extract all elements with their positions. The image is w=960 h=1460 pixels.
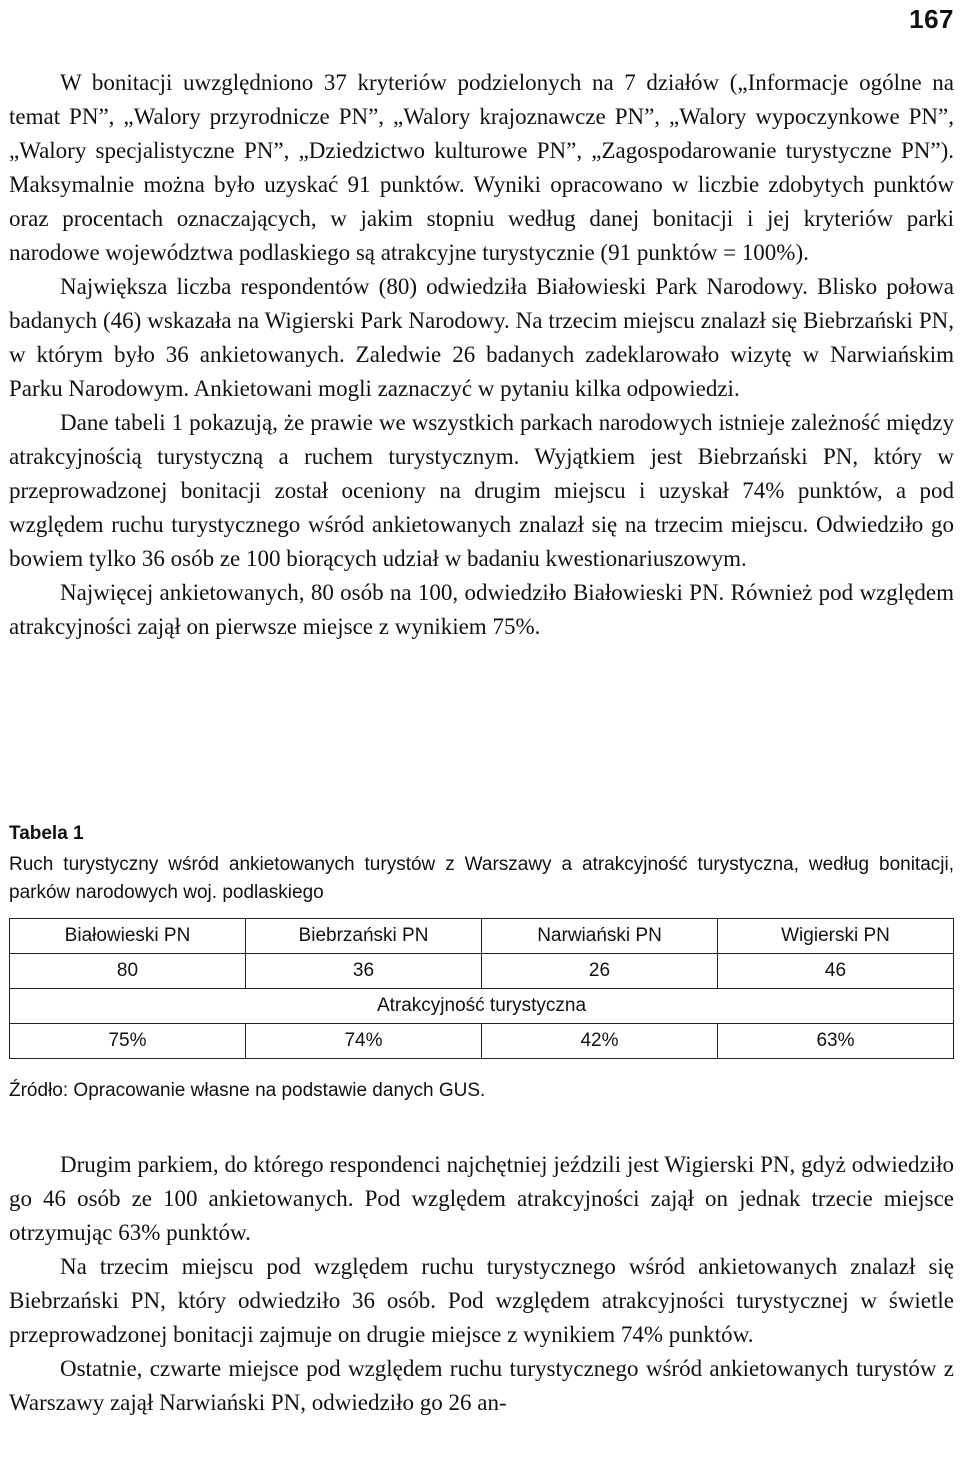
table-cell: 74% [246, 1024, 482, 1059]
table-header-cell: Biebrzański PN [246, 919, 482, 954]
table-cell: 46 [718, 954, 954, 989]
table-row-visitors [10, 954, 954, 989]
page-number: 167 [909, 4, 954, 34]
table-cell: 36 [246, 954, 482, 989]
body-text-top [9, 66, 954, 644]
paragraph-bialowieski: Najwięcej ankietowanych, 80 osób na 100, odwiedziło Białowieski PN. Również pod względem atrakcyjności zajął on pierwsze miejsce z wynikiem 75%. [9, 580, 954, 639]
body-text-bottom [9, 1148, 954, 1420]
paragraph-bonitation-criteria: W bonitacji uwzględniono 37 kryteriów podzielonych na 7 działów („Informacje ogólne na temat PN”, „Walory przyrodnicze PN”, „Walory krajoznawcze PN”, „Walory wypoczynkowe PN”, „Walory specjalistyczne PN”, „Dziedzictwo kulturowe PN”, „Zagospodarowanie turystyczne PN”). Maksymalnie można było uzyskać 91 punktów. Wyniki opracowano w liczbie zdobytych punktów oraz procentach oznaczających, w jakim stopniu według danej bonitacji i jej kryteriów parki narodowe województwa podlaskiego są atrakcyjne turystycznie (91 punktów = 100%). [9, 70, 954, 265]
paragraph-respondent-visits: Największa liczba respondentów (80) odwiedziła Białowieski Park Narodowy. Blisko połowa badanych (46) wskazała na Wigierski Park Narodowy. Na trzecim miejscu znalazł się Biebrzański PN, w którym było 36 ankietowanych. Zaledwie 26 badanych zadeklarowało wizytę w Narwiańskim Parku Narodowym. Ankietowani mogli zaznaczyć w pytaniu kilka odpowiedzi. [9, 274, 954, 401]
table-cell: 80 [10, 954, 246, 989]
paragraph-table-analysis: Dane tabeli 1 pokazują, że prawie we wszystkich parkach narodowych istnieje zależność między atrakcyjnością turystyczną a ruchem turystycznym. Wyjątkiem jest Biebrzański PN, który w przeprowadzonej bonitacji został oceniony na drugim miejscu i uzyskał 74% punktów, a pod względem ruchu turystycznego wśród ankietowanych znalazł się na trzecim miejscu. Odwiedziło go bowiem tylko 36 osób ze 100 biorących udział w badaniu kwestionariuszowym. [9, 410, 954, 571]
table-row-attractiveness [10, 1024, 954, 1059]
table-caption: Ruch turystyczny wśród ankietowanych turystów z Warszawy a atrakcyjność turystyczna, według bonitacji, parków narodowych woj. podlaskiego [9, 854, 954, 903]
table-cell: 26 [482, 954, 718, 989]
table-header-cell: Wigierski PN [718, 919, 954, 954]
paragraph-narwianski: Ostatnie, czwarte miejsce pod względem ruchu turystycznego wśród ankietowanych turystów z Warszawy zajął Narwiański PN, odwiedziło go 26 an- [9, 1356, 954, 1415]
table-source: Źródło: Opracowanie własne na podstawie danych GUS. [9, 1080, 486, 1101]
table-cell: 63% [718, 1024, 954, 1059]
table-header-row [10, 919, 954, 954]
data-table [9, 918, 954, 1059]
paragraph-biebrzanski: Na trzecim miejscu pod względem ruchu turystycznego wśród ankietowanych znalazł się Biebrzański PN, który odwiedziło 36 osób. Pod względem atrakcyjności turystycznej w świetle przeprowadzonej bonitacji zajmuje on drugie miejsce z wynikiem 74% punktów. [9, 1254, 954, 1347]
table-section-label: Atrakcyjność turystyczna [10, 989, 954, 1024]
table-label: Tabela 1 [9, 823, 84, 844]
table-header-cell: Białowieski PN [10, 919, 246, 954]
table-cell: 75% [10, 1024, 246, 1059]
table-header-cell: Narwiański PN [482, 919, 718, 954]
table-section-row [10, 989, 954, 1024]
table-cell: 42% [482, 1024, 718, 1059]
paragraph-wigierski: Drugim parkiem, do którego respondenci najchętniej jeździli jest Wigierski PN, gdyż odwiedziło go 46 osób ze 100 ankietowanych. Pod względem atrakcyjności zajął on jednak trzecie miejsce otrzymując 63% punktów. [9, 1152, 954, 1245]
